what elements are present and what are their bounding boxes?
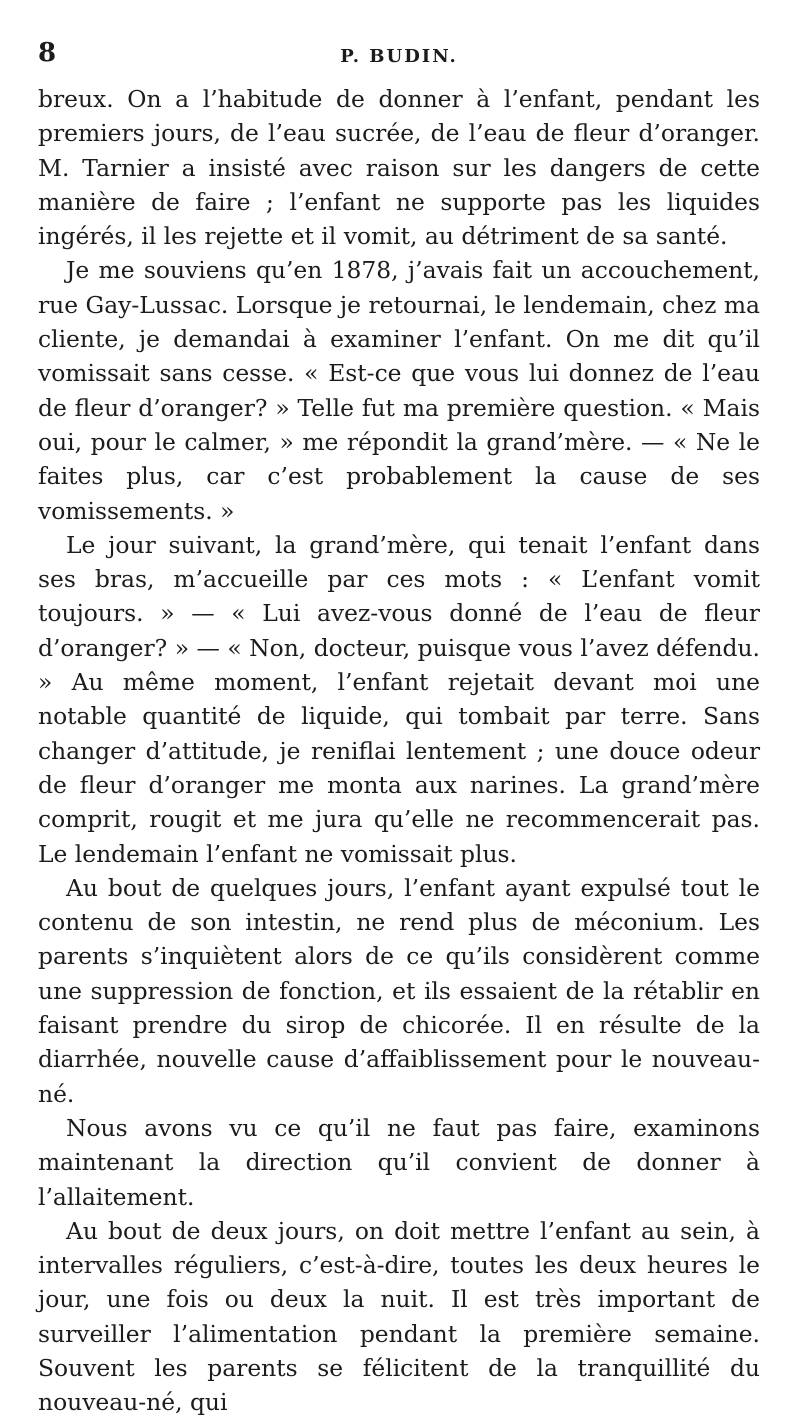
page-number: 8	[38, 38, 57, 68]
paragraph: Je me souviens qu’en 1878, j’avais fait un accouchement, rue Gay-Lussac. Lorsque je retournai, le lendemain, chez ma cliente, je demandai à examiner l’enfant. On me dit qu’il vomissait sans cesse. « Est-ce que vous lui donnez de l’eau de fleur d’oranger? » Telle fut ma première question. « Mais oui, pour le calmer, » me répondit la grand’mère. — « Ne le faites plus, car c’est probablement la cause de ses vomissements. »	[38, 256, 760, 525]
paragraph: Le jour suivant, la grand’mère, qui tenait l’enfant dans ses bras, m’accueille par ces mots : « L’enfant vomit toujours. » — « Lui avez-vous donné de l’eau de fleur d’oranger? » — « Non, docteur, puisque vous l’avez défendu. » Au même moment, l’enfant rejetait devant moi une notable quantité de liquide, qui tombait par terre. Sans changer d’attitude, je reniflai lentement ; une douce odeur de fleur d’oranger me monta aux narines. La grand’mère comprit, rougit et me jura qu’elle ne recommencerait pas. Le lendemain l’enfant ne vomissait plus.	[38, 530, 760, 868]
body-text	[38, 82, 760, 1420]
page-header	[38, 38, 760, 82]
paragraph: breux. On a l’habitude de donner à l’enfant, pendant les premiers jours, de l’eau sucrée, de l’eau de fleur d’oranger. M. Tarnier a insisté avec raison sur les dangers de cette manière de faire ; l’enfant ne supporte pas les liquides ingérés, il les rejette et il vomit, au détriment de sa santé.	[38, 85, 760, 251]
paragraph: Au bout de deux jours, on doit mettre l’enfant au sein, à intervalles réguliers, c’est-à-dire, toutes les deux heures le jour, une fois ou deux la nuit. Il est très important de surveiller l’alimentation pendant la première semaine. Souvent les parents se félicitent de la tranquillité du nouveau-né, qui	[38, 1216, 760, 1417]
paragraph: Nous avons vu ce qu’il ne faut pas faire, examinons maintenant la direction qu’il convient de donner à l’allaitement.	[38, 1113, 760, 1211]
paragraph: Au bout de quelques jours, l’enfant ayant expulsé tout le contenu de son intestin, ne rend plus de méconium. Les parents s’inquiètent alors de ce qu’ils considèrent comme une suppression de fonction, et ils essaient de la rétablir en faisant prendre du sirop de chicorée. Il en résulte de la diarrhée, nouvelle cause d’affaiblissement pour le nouveau-né.	[38, 873, 760, 1108]
running-head: P. BUDIN.	[340, 46, 458, 67]
